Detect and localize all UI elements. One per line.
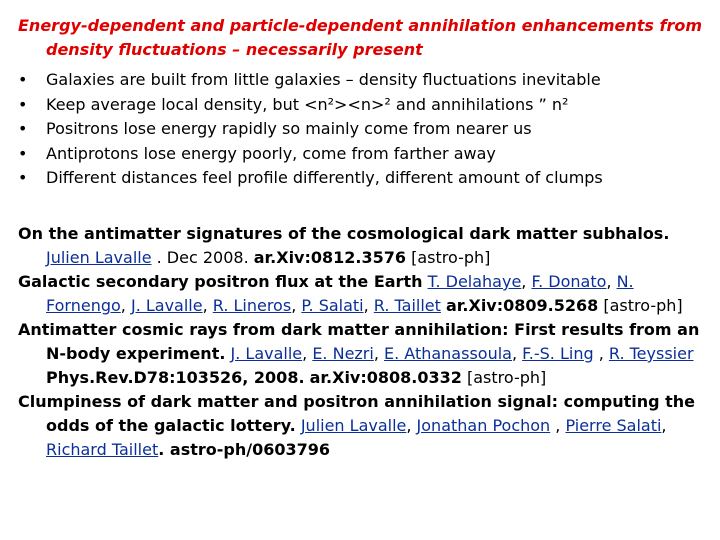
heading-line-2: density fluctuations – necessarily present [46,40,423,59]
bullet-dot: • [18,94,28,114]
author-link[interactable]: E. Nezri [312,344,374,363]
bullet-text: Keep average local density, but <n²><n>² and annihilations ” n² [46,94,569,114]
author-link[interactable]: R. Taillet [373,296,441,315]
author-link[interactable]: Pierre Salati [565,416,662,435]
reference-item [18,222,708,270]
bullet-dot: • [18,119,28,138]
reference-title: Clumpiness of dark matter and positron annihilation signal: computing the odds of the galactic lottery. [18,392,696,435]
arxiv-id: ar.Xiv:0812.3576 [253,248,407,267]
bullet-item [18,93,708,118]
slide-heading [18,14,708,62]
author-link[interactable]: F. Donato [531,272,607,291]
arxiv-id: ar.Xiv:0809.5268 [446,296,599,315]
bullet-dot: • [18,143,28,163]
arxiv-category: [astro-ph] [461,368,547,387]
author-link[interactable]: Jonathan Pochon [416,416,551,435]
heading-line-1: Energy-dependent and particle-dependent annihilation enhancements from [18,16,702,35]
reference-item: Clumpiness of dark matter and positron annihilation signal: computing the odds of the galactic lottery. Julien Lavalle, Jonathan Pochon , Pierre Salati, Richard Taillet. astro-ph/0603796 [18,392,696,459]
bullet-item [18,68,708,93]
author-link[interactable]: R. Teyssier [608,344,694,363]
bullet-text: Different distances feel profile differently, different amount of clumps [46,168,603,187]
reference-item: Galactic secondary positron flux at the Earth T. Delahaye, F. Donato, N. Fornengo, J. Lavalle, R. Lineros, P. Salati, R. Taillet ar.Xiv:0809.5268 [astro-ph] [18,272,683,315]
bullet-list [18,68,708,191]
author-link[interactable]: N. Fornengo [46,272,634,315]
author-link[interactable]: E. Athanassoula [384,344,512,363]
author-link[interactable]: Julien Lavalle [300,416,407,435]
reference-item: Antimatter cosmic rays from dark matter annihilation: First results from an N-body experiment. J. Lavalle, E. Nezri, E. Athanassoula, F.-S. Ling , R. Teyssier Phys.Rev.D78:103526, 2008. ar.Xiv:0808.0332 [astro-ph] [18,320,700,387]
author-link[interactable]: J. Lavalle [230,344,303,363]
arxiv-id: ar.Xiv:0808.0332 [309,368,462,387]
author-link[interactable]: Julien Lavalle [46,248,152,267]
author-link[interactable]: R. Lineros [212,296,292,315]
arxiv-category: [astro-ph] [406,248,491,267]
reference-list [18,222,708,462]
bullet-text: Positrons lose energy rapidly so mainly come from nearer us [46,119,532,138]
reference-title: Antimatter cosmic rays from dark matter annihilation: First results from an N-body experiment. [18,320,700,363]
reference-tail: . Dec 2008. [151,248,254,267]
arxiv-id: astro-ph/0603796 [169,440,330,459]
author-link[interactable]: F.-S. Ling [522,344,594,363]
journal-ref: Phys.Rev.D78:103526, 2008. [46,368,305,387]
bullet-item [18,166,708,191]
author-link[interactable]: Richard Taillet [46,440,159,459]
bullet-item [18,142,708,167]
bullet-text: Antiprotons lose energy poorly, come from farther away [46,143,496,163]
bullet-dot: • [18,70,28,89]
bullet-text: Galaxies are built from little galaxies – density fluctuations inevitable [46,70,601,89]
bullet-item [18,117,708,142]
reference-title: Galactic secondary positron flux at the Earth [18,272,423,291]
author-link[interactable]: J. Lavalle [130,296,203,315]
reference-title: On the antimatter signatures of the cosmological dark matter subhalos. [18,224,670,243]
arxiv-category: [astro-ph] [598,296,683,315]
author-link[interactable]: P. Salati [301,296,364,315]
author-link[interactable]: T. Delahaye [427,272,522,291]
bullet-dot: • [18,168,28,187]
